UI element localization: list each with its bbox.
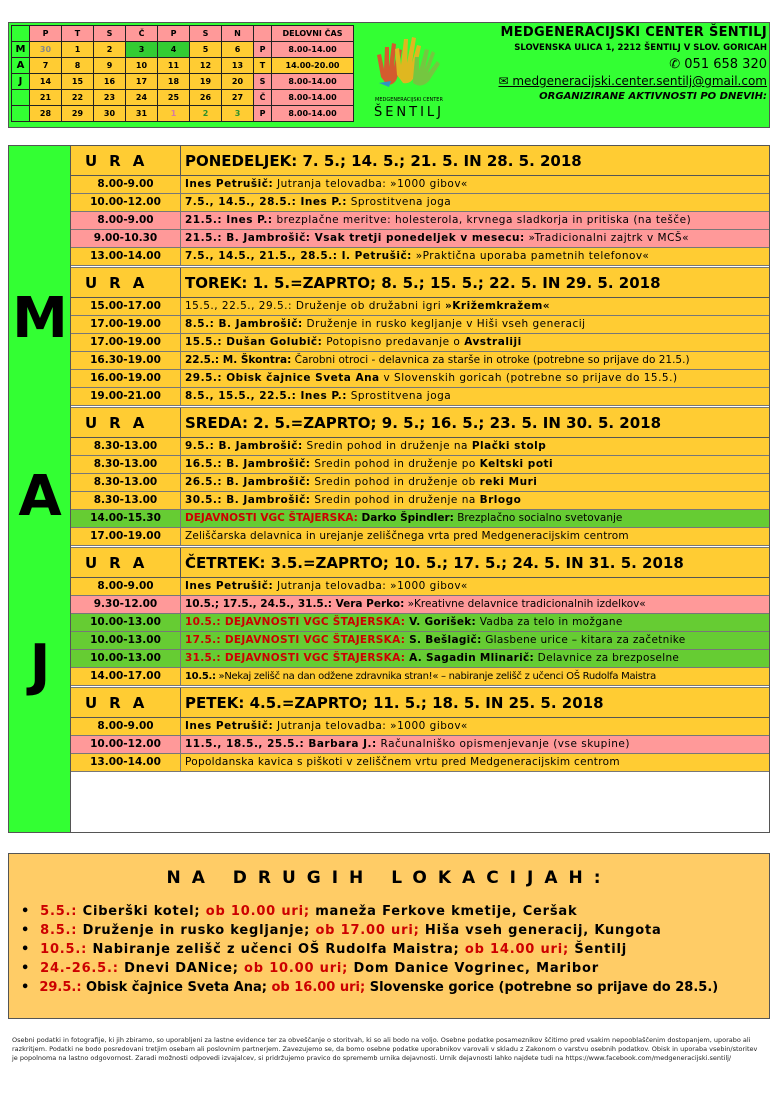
day-header-thursday [71, 548, 769, 578]
row-time: 17.00-19.00 [71, 316, 181, 333]
row-prefix: 22.5.: M. Škontra: [185, 354, 292, 366]
cal-date: 29 [62, 106, 94, 122]
row-desc [181, 438, 769, 455]
row-time: 17.00-19.00 [71, 334, 181, 351]
table-row [71, 456, 769, 474]
cal-date: 27 [222, 90, 254, 106]
ura-label: URA [71, 268, 181, 297]
ura-label: URA [71, 548, 181, 577]
row-desc [181, 298, 769, 315]
cal-month-cell [12, 26, 30, 42]
row-bold: »Križemkražem« [445, 300, 551, 312]
row-prefix: Darko Špindler: [357, 512, 454, 524]
schedule [8, 145, 770, 833]
hands-logo-icon [371, 27, 447, 97]
cal-day-header: S [94, 26, 126, 42]
row-time: 15.00-17.00 [71, 298, 181, 315]
row-prefix: Ines Petrušič: [185, 580, 274, 592]
row-text: Sredin pohod in druženje ob [310, 476, 480, 488]
row-time: 14.00-15.30 [71, 510, 181, 527]
row-time: 10.00-13.00 [71, 614, 181, 631]
row-prefix: S. Bešlagič: [405, 634, 482, 646]
row-prefix: 26.5.: B. Jambrošič: [185, 476, 311, 488]
list-item [21, 902, 769, 921]
row-text: »Nekaj zelišč na dan odžene zdravnika stran!« – nabiranje zelišč z učenci OŠ Rudolfa Maistra [215, 671, 656, 682]
row-time: 10.00-12.00 [71, 194, 181, 211]
row-prefix: 16.5.: B. Jambrošič: [185, 458, 311, 470]
row-time: 10.00-13.00 [71, 632, 181, 649]
cal-weekday-letter: P [254, 42, 272, 58]
address: SLOVENSKA ULICA 1, 2212 ŠENTILJ V SLOV. GORICAH [514, 43, 767, 53]
row-text: Glasbene urice – kitara za začetnike [481, 634, 686, 646]
cal-date: 16 [94, 74, 126, 90]
row-desc [181, 528, 769, 545]
cal-date: 8 [62, 58, 94, 74]
row-prefix: 30.5.: B. Jambrošič: [185, 494, 311, 506]
item-where: Slovenske gorice (potrebne so prijave do 28.5.) [365, 980, 719, 995]
row-text: v Slovenskih goricah (potrebne so prijave do 15.5.) [379, 372, 678, 384]
cal-hours-header: DELOVNI ČAS [272, 26, 354, 42]
cal-hours: 14.00-20.00 [272, 58, 354, 74]
row-desc [181, 212, 769, 229]
row-desc [181, 578, 769, 595]
table-row [71, 230, 769, 248]
list-item [21, 940, 769, 959]
item-when: ob 10.00 uri; [200, 904, 310, 919]
cal-date: 31 [126, 106, 158, 122]
row-desc [181, 632, 769, 649]
day-header-monday [71, 146, 769, 176]
row-prefix: V. Gorišek: [405, 616, 477, 628]
cal-weekday-letter: P [254, 106, 272, 122]
cal-day-header: Č [126, 26, 158, 42]
table-row [71, 438, 769, 456]
cal-month-cell [12, 106, 30, 122]
list-item [21, 978, 769, 997]
table-row [71, 596, 769, 614]
table-row [71, 298, 769, 316]
cal-date: 28 [30, 106, 62, 122]
logo-small-text: MEDGENERACIJSKI CENTER [375, 97, 443, 103]
cal-date: 3 [222, 106, 254, 122]
month-letter: J [29, 633, 51, 698]
cal-date: 20 [222, 74, 254, 90]
table-row [71, 718, 769, 736]
table-row [71, 248, 769, 266]
row-time: 16.00-19.00 [71, 370, 181, 387]
row-desc [181, 334, 769, 351]
other-locations [8, 853, 770, 1019]
item-what: Ciberški kotel; [77, 904, 201, 919]
item-when: ob 17.00 uri; [310, 923, 420, 938]
row-text: Potopisno predavanje o [322, 336, 465, 348]
cal-hours: 8.00-14.00 [272, 42, 354, 58]
day-header-wednesday [71, 408, 769, 438]
table-row [71, 492, 769, 510]
row-text: Jutranja telovadba: »1000 gibov« [273, 580, 468, 592]
item-date: 29.5.: [39, 980, 82, 995]
table-row [71, 736, 769, 754]
item-date: 10.5.: [40, 942, 88, 957]
cal-date: 25 [158, 90, 190, 106]
row-prefix: 11.5., 18.5., 25.5.: Barbara J.: [185, 738, 377, 750]
row-text: Delavnice za brezposelne [534, 652, 680, 664]
table-row [71, 578, 769, 596]
row-time: 8.30-13.00 [71, 474, 181, 491]
table-row [71, 212, 769, 230]
ura-label: URA [71, 688, 181, 717]
row-prefix: 7.5., 14.5., 28.5.: Ines P.: [185, 196, 347, 208]
table-row [71, 176, 769, 194]
other-locations-list [21, 902, 769, 997]
row-text: Sredin pohod in druženje na [302, 440, 472, 452]
row-desc [181, 650, 769, 667]
row-prefix: 21.5.: B. Jambrošič: Vsak tretji ponedeljek v mesecu: [185, 232, 525, 244]
cal-date: 15 [62, 74, 94, 90]
cal-date: 1 [62, 42, 94, 58]
item-where: Šentilj [569, 942, 627, 957]
item-where: Dom Danice Vogrinec, Maribor [348, 961, 599, 976]
schedule-table [71, 146, 769, 772]
table-row [71, 352, 769, 370]
table-row [71, 632, 769, 650]
row-time: 8.00-9.00 [71, 212, 181, 229]
cal-date: 26 [190, 90, 222, 106]
row-desc [181, 388, 769, 405]
cal-date: 23 [94, 90, 126, 106]
cal-date: 4 [158, 42, 190, 58]
cal-date: 30 [30, 42, 62, 58]
item-what: Nabiranje zelišč z učenci OŠ Rudolfa Maistra; [87, 942, 460, 957]
row-time: 13.00-14.00 [71, 248, 181, 265]
cal-date: 1 [158, 106, 190, 122]
item-what: Obisk čajnice Sveta Ana; [81, 980, 267, 995]
table-row [71, 194, 769, 212]
row-time: 8.00-9.00 [71, 578, 181, 595]
row-desc [181, 718, 769, 735]
day-header-tuesday [71, 268, 769, 298]
cal-date: 22 [62, 90, 94, 106]
row-bold: Keltski poti [479, 458, 554, 470]
row-time: 8.30-13.00 [71, 456, 181, 473]
table-row [71, 370, 769, 388]
item-what: Dnevi DANice; [118, 961, 239, 976]
cal-blank [254, 26, 272, 42]
cal-date: 2 [94, 42, 126, 58]
row-time: 8.30-13.00 [71, 492, 181, 509]
privacy-footer: Osebni podatki in fotografije, ki jih zbiramo, so uporabljeni za lastne evidence ter za obveščanje o storitvah, ki so ali bodo na voljo. Osebne podatke posameznikov ščitimo pred vsakim nepooblaščenim dostopanjem, uporabo ali razkritjem. Podatki ne bodo posredovani tretjim osebam ali poslovnim partnerjem. Zavezujemo se, da bomo osebne podatke uporabnikov varovali v skladu z Zakonom o varstvu osebnih podatkov. Obisk in uporaba vsebin/storitev je popolnoma na lastno odgovornost. Zaradi možnosti odpovedi izvajalcev, si pridržujemo pravico do sprememb urnika dejavnosti. Urnik dejavnosti lahko najdete tudi na https://www.facebook.com/medgeneracijski.sentilj/ [12, 1036, 758, 1062]
table-row [71, 510, 769, 528]
cal-hours: 8.00-14.00 [272, 74, 354, 90]
row-red: 10.5.: DEJAVNOSTI VGC ŠTAJERSKA: [185, 616, 406, 628]
item-where: maneža Ferkove kmetije, Ceršak [309, 904, 578, 919]
row-time: 8.30-13.00 [71, 438, 181, 455]
row-prefix: 8.5.: B. Jambrošič: [185, 318, 303, 330]
day-title: TOREK: 1. 5.=ZAPRTO; 8. 5.; 15. 5.; 22. 5. IN 29. 5. 2018 [185, 274, 661, 292]
row-text: Čarobni otroci - delavnica za starše in otroke (potrebne so prijave do 21.5.) [291, 354, 690, 366]
row-desc [181, 248, 769, 265]
row-desc [181, 510, 769, 527]
day-title: ČETRTEK: 3.5.=ZAPRTO; 10. 5.; 17. 5.; 24. 5. IN 31. 5. 2018 [185, 554, 684, 572]
day-title: SREDA: 2. 5.=ZAPRTO; 9. 5.; 16. 5.; 23. 5. IN 30. 5. 2018 [185, 414, 662, 432]
row-red: 31.5.: DEJAVNOSTI VGC ŠTAJERSKA: [185, 652, 406, 664]
item-date: 5.5.: [40, 904, 78, 919]
row-text: »Tradicionalni zajtrk v MCŠ« [524, 232, 689, 244]
row-desc [181, 492, 769, 509]
cal-hours: 8.00-14.00 [272, 106, 354, 122]
table-row [71, 528, 769, 546]
cal-date: 9 [94, 58, 126, 74]
cal-date: 3 [126, 42, 158, 58]
row-bold: Brlogo [479, 494, 522, 506]
cal-date: 24 [126, 90, 158, 106]
cal-date: 18 [158, 74, 190, 90]
cal-date: 10 [126, 58, 158, 74]
cal-weekday-letter: S [254, 74, 272, 90]
row-text: Popoldanska kavica s piškoti v zeliščnem vrtu pred Medgeneracijskim centrom [185, 756, 620, 768]
row-time: 9.00-10.30 [71, 230, 181, 247]
table-row [71, 388, 769, 406]
row-desc [181, 316, 769, 333]
mini-calendar [11, 25, 354, 122]
row-desc [181, 456, 769, 473]
row-prefix: A. Sagadin Mlinarič: [405, 652, 535, 664]
subtitle: ORGANIZIRANE AKTIVNOSTI PO DNEVIH: [539, 91, 767, 102]
table-row [71, 650, 769, 668]
list-item [21, 921, 769, 940]
row-text: Jutranja telovadba: »1000 gibov« [273, 178, 468, 190]
cal-month-letter: A [12, 58, 30, 74]
row-text: Jutranja telovadba: »1000 gibov« [273, 720, 468, 732]
row-desc [181, 754, 769, 771]
header [8, 22, 770, 128]
item-date: 24.-26.5.: [40, 961, 119, 976]
cal-date: 21 [30, 90, 62, 106]
cal-date: 30 [94, 106, 126, 122]
row-text: »Kreativne delavnice tradicionalnih izdelkov« [404, 598, 646, 610]
row-desc [181, 596, 769, 613]
row-time: 8.00-9.00 [71, 718, 181, 735]
row-prefix: 29.5.: Obisk čajnice Sveta Ana [185, 372, 380, 384]
other-locations-title: NA DRUGIH LOKACIJAH: [166, 868, 612, 888]
row-prefix: 10.5.; 17.5., 24.5., 31.5.: Vera Perko: [185, 598, 405, 610]
row-desc [181, 668, 769, 685]
ura-label: URA [71, 408, 181, 437]
ura-label: URA [71, 146, 181, 175]
cal-day-header: T [62, 26, 94, 42]
cal-date: 11 [158, 58, 190, 74]
cal-date: 14 [30, 74, 62, 90]
cal-day-header: P [158, 26, 190, 42]
row-desc [181, 370, 769, 387]
table-row [71, 334, 769, 352]
cal-day-header: N [222, 26, 254, 42]
month-letter: M [12, 286, 68, 351]
cal-date: 17 [126, 74, 158, 90]
row-time: 13.00-14.00 [71, 754, 181, 771]
row-prefix: 21.5.: Ines P.: [185, 214, 273, 226]
logo [371, 27, 447, 125]
item-when: ob 10.00 uri; [238, 961, 349, 976]
row-desc [181, 474, 769, 491]
row-desc [181, 352, 769, 369]
cal-date: 12 [190, 58, 222, 74]
row-time: 17.00-19.00 [71, 528, 181, 545]
cal-weekday-letter: T [254, 58, 272, 74]
item-when: ob 14.00 uri; [459, 942, 570, 957]
row-bold: reki Muri [479, 476, 538, 488]
cal-month-cell [12, 90, 30, 106]
row-desc [181, 194, 769, 211]
row-time: 9.30-12.00 [71, 596, 181, 613]
row-time: 8.00-9.00 [71, 176, 181, 193]
cal-weekday-letter: Č [254, 90, 272, 106]
row-desc [181, 176, 769, 193]
row-time: 10.00-13.00 [71, 650, 181, 667]
table-row [71, 668, 769, 686]
row-time: 14.00-17.00 [71, 668, 181, 685]
row-text: Sredin pohod in druženje po [310, 458, 480, 470]
org-name: MEDGENERACIJSKI CENTER ŠENTILJ [500, 25, 767, 40]
cal-day-header: P [30, 26, 62, 42]
row-red: DEJAVNOSTI VGC ŠTAJERSKA: [185, 512, 358, 524]
email-link[interactable]: ✉ medgeneracijski.center.sentilj@gmail.com [498, 74, 767, 88]
item-date: 8.5.: [40, 923, 78, 938]
cal-date: 13 [222, 58, 254, 74]
row-desc [181, 614, 769, 631]
cal-date: 19 [190, 74, 222, 90]
row-prefix: 10.5.: [185, 671, 216, 682]
contact-block [457, 25, 767, 102]
phone: ✆ 051 658 320 [669, 57, 767, 72]
row-prefix: 8.5., 15.5., 22.5.: Ines P.: [185, 390, 347, 402]
row-time: 16.30-19.00 [71, 352, 181, 369]
row-bold: Plački stolp [471, 440, 547, 452]
cal-date: 5 [190, 42, 222, 58]
table-row [71, 316, 769, 334]
cal-date: 2 [190, 106, 222, 122]
month-letter: A [18, 464, 62, 529]
row-text: Vadba za telo in možgane [476, 616, 623, 628]
cal-day-header: S [190, 26, 222, 42]
item-when: ob 16.00 uri; [266, 980, 366, 995]
row-prefix: Ines Petrušič: [185, 178, 274, 190]
row-prefix: Ines Petrušič: [185, 720, 274, 732]
row-red: 17.5.: DEJAVNOSTI VGC ŠTAJERSKA: [185, 634, 406, 646]
day-title: PONEDELJEK: 7. 5.; 14. 5.; 21. 5. IN 28. 5. 2018 [185, 152, 582, 170]
row-prefix: 15.5.: Dušan Golubič: [185, 336, 323, 348]
table-row [71, 754, 769, 772]
row-text: brezplačne meritve: holesterola, krvnega sladkorja in pritiska (na tešče) [272, 214, 692, 226]
day-title: PETEK: 4.5.=ZAPRTO; 11. 5.; 18. 5. IN 25. 5. 2018 [185, 694, 604, 712]
row-text: Sprostitvena joga [346, 196, 452, 208]
cal-month-letter: J [12, 74, 30, 90]
cal-month-letter: M [12, 42, 30, 58]
row-text: Zeliščarska delavnica in urejanje zeliščnega vrta pred Medgeneracijskim centrom [185, 530, 629, 542]
row-text: »Praktična uporaba pametnih telefonov« [411, 250, 650, 262]
cal-date: 6 [222, 42, 254, 58]
table-row [71, 474, 769, 492]
cal-date: 7 [30, 58, 62, 74]
cal-hours: 8.00-14.00 [272, 90, 354, 106]
row-time: 10.00-12.00 [71, 736, 181, 753]
item-where: Hiša vseh generacij, Kungota [419, 923, 662, 938]
item-what: Druženje in rusko kegljanje; [77, 923, 311, 938]
logo-name: ŠENTILJ [373, 105, 445, 120]
month-strip [9, 146, 71, 832]
row-prefix: 7.5., 14.5., 21.5., 28.5.: I. Petrušič: [185, 250, 412, 262]
row-text: Sredin pohod in druženje na [310, 494, 480, 506]
row-text: Druženje in rusko kegljanje v Hiši vseh generacij [302, 318, 586, 330]
day-header-friday [71, 688, 769, 718]
list-item [21, 959, 769, 978]
row-desc [181, 736, 769, 753]
row-desc [181, 230, 769, 247]
row-prefix: 9.5.: B. Jambrošič: [185, 440, 303, 452]
row-text: 15.5., 22.5., 29.5.: Druženje ob družabni igri [185, 300, 446, 312]
row-bold: Avstraliji [464, 336, 522, 348]
row-text: Sprostitvena joga [346, 390, 452, 402]
row-text: Računalniško opismenjevanje (vse skupine) [376, 738, 630, 750]
row-time: 19.00-21.00 [71, 388, 181, 405]
row-text: Brezplačno socialno svetovanje [453, 512, 623, 524]
table-row [71, 614, 769, 632]
